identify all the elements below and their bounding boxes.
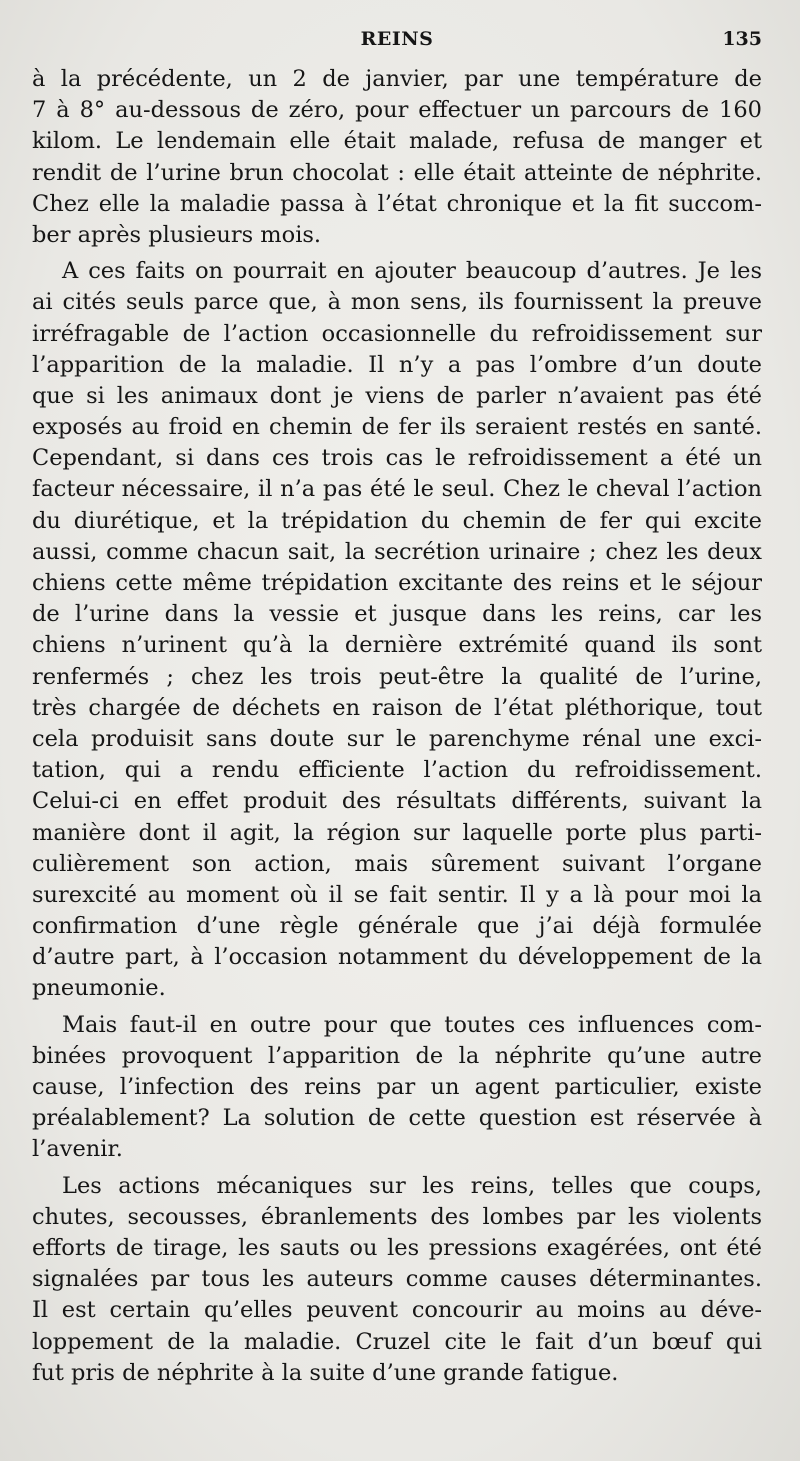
text-line: Les actions mécaniques sur les reins, telles que coups, [62, 1172, 762, 1199]
text-line: chiens n’urinent qu’à la dernière extrémité quand ils sont [32, 632, 762, 659]
text-line: cause, l’infection des reins par un agent particulier, existe [32, 1074, 762, 1100]
paragraph [32, 1171, 762, 1389]
text-line: irréfragable de l’action occasionnelle du refroidissement sur [32, 320, 762, 347]
text-line: d’autre part, à l’occasion notamment du développement de la [32, 944, 762, 971]
running-head [32, 28, 762, 56]
text-line: pneumonie. [32, 975, 166, 1002]
text-line: cela produisit sans doute sur le parenchyme rénal une exci- [32, 725, 762, 752]
text-line: Celui-ci en effet produit des résultats différents, suivant la [32, 788, 762, 815]
text-line: culièrement son action, mais sûrement suivant l’organe [32, 850, 762, 877]
running-title: REINS [360, 28, 434, 50]
text-line: surexcité au moment où il se fait sentir. Il y a là pour moi la [32, 881, 762, 908]
text-line: Cependant, si dans ces trois cas le refroidissement a été un [32, 445, 762, 472]
text-line: que si les animaux dont je viens de parler n’avaient pas été [32, 382, 762, 409]
page-number: 135 [722, 28, 762, 50]
text-line: 7 à 8° au-dessous de zéro, pour effectuer un parcours de 160 [32, 97, 762, 124]
paragraph [32, 256, 762, 1005]
text-line: kilom. Le lendemain elle était malade, refusa de manger et [32, 128, 762, 155]
text-line: du diurétique, et la trépidation du chemin de fer qui excite [32, 507, 762, 534]
text-line: efforts de tirage, les sauts ou les pressions exagérées, ont été [32, 1234, 762, 1261]
text-line: à la précédente, un 2 de janvier, par une température de [32, 66, 762, 92]
text-line: A ces faits on pourrait en ajouter beaucoup d’autres. Je les [62, 258, 762, 285]
text-line: binées provoquent l’apparition de la néphrite qu’une autre [32, 1042, 762, 1069]
text-line: confirmation d’une règle générale que j’ai déjà formulée [32, 913, 762, 940]
text-line: ber après plusieurs mois. [32, 221, 322, 248]
paragraph [32, 1010, 762, 1166]
text-line: facteur nécessaire, il n’a pas été le seul. Chez le cheval l’action [32, 476, 762, 503]
text-line: Chez elle la maladie passa à l’état chronique et la fit succom- [32, 190, 762, 217]
text-line: renfermés ; chez les trois peut-être la qualité de l’urine, [32, 663, 762, 690]
text-line: chutes, secousses, ébranlements des lombes par les violents [32, 1203, 762, 1230]
text-line: exposés au froid en chemin de fer ils seraient restés en santé. [32, 414, 762, 441]
text-line: Mais faut-il en outre pour que toutes ces influences com- [62, 1011, 762, 1038]
text-line: manière dont il agit, la région sur laquelle porte plus parti- [32, 819, 762, 846]
text-line: ai cités seuls parce que, à mon sens, ils fournissent la preuve [32, 289, 762, 316]
text-line: rendit de l’urine brun chocolat : elle était atteinte de néphrite. [32, 159, 762, 186]
paragraph [32, 64, 762, 251]
text-line: aussi, comme chacun sait, la secrétion urinaire ; chez les deux [32, 538, 762, 565]
body-text [32, 64, 762, 1389]
text-line: l’avenir. [32, 1136, 123, 1163]
text-line: l’apparition de la maladie. Il n’y a pas l’ombre d’un doute [32, 351, 762, 378]
text-line: de l’urine dans la vessie et jusque dans les reins, car les [32, 601, 762, 628]
text-line: tation, qui a rendu efficiente l’action du refroidissement. [32, 757, 762, 784]
text-line: signalées par tous les auteurs comme causes déterminantes. [32, 1266, 762, 1293]
text-line: Il est certain qu’elles peuvent concourir au moins au déve- [32, 1297, 762, 1324]
text-line: loppement de la maladie. Cruzel cite le fait d’un bœuf qui [32, 1328, 762, 1355]
text-line: préalablement? La solution de cette question est réservée à [32, 1105, 762, 1132]
text-line: chiens cette même trépidation excitante des reins et le séjour [32, 570, 762, 596]
text-line: très chargée de déchets en raison de l’état pléthorique, tout [32, 694, 762, 721]
text-line: fut pris de néphrite à la suite d’une grande fatigue. [32, 1359, 619, 1386]
